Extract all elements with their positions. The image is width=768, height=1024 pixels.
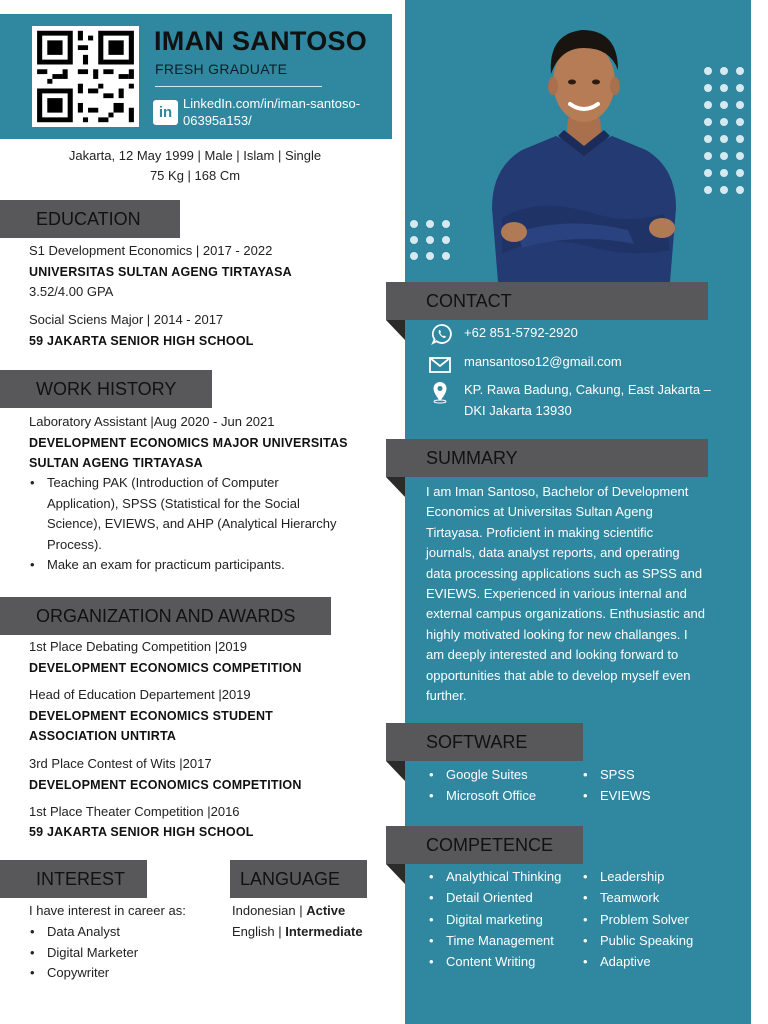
list-item: • Adaptive [582,951,693,972]
duty-line: Application), SPSS (Statistical for the Social [47,495,300,511]
decorative-dot [410,220,418,228]
language-name: English [232,924,275,939]
whatsapp-icon [430,322,454,346]
list-item: • Detail Oriented [428,887,561,908]
language-separator: | [274,924,286,939]
language-heading: LANGUAGE [230,860,367,898]
summary-line: EVIEWS. Experienced in various internal and [426,586,687,602]
language-level: Active [306,903,346,918]
decorative-dot [704,152,712,160]
contact-address-line-2: DKI Jakarta 13930 [464,403,572,418]
decorative-dots-right [704,67,744,194]
heading-fold [386,320,405,340]
list-item: • Digital marketing [428,909,561,930]
decorative-dot [736,84,744,92]
award-organization: DEVELOPMENT ECONOMICS STUDENT [29,709,274,723]
list-item: • Make an exam for practicum participants. [28,555,337,576]
decorative-dot [410,252,418,260]
language-item [232,903,345,918]
candidate-title: FRESH GRADUATE [155,61,288,77]
work-duties-list [28,473,337,576]
decorative-dot [704,118,712,126]
contact-phone[interactable]: +62 851-5792-2920 [464,325,578,340]
decorative-dot [704,101,712,109]
mail-icon [428,353,452,377]
award-title: 1st Place Debating Competition |2019 [29,639,248,654]
decorative-dot [736,118,744,126]
qr-code [32,26,139,127]
decorative-dot [442,220,450,228]
list-item: • SPSS [582,764,651,785]
decorative-dots-left [410,220,450,260]
list-item: • EVIEWS [582,785,651,806]
award-title: 3rd Place Contest of Wits |2017 [29,756,212,771]
software-list-col-1 [428,764,536,807]
decorative-dot [426,236,434,244]
decorative-dot [426,252,434,260]
list-item: • Google Suites [428,764,536,785]
decorative-dot [720,169,728,177]
decorative-dot [720,101,728,109]
education-heading: EDUCATION [0,200,180,238]
award-organization: DEVELOPMENT ECONOMICS COMPETITION [29,661,302,675]
qr-code-graphic [32,26,139,127]
decorative-dot [720,152,728,160]
summary-line: Tirtayasa. Proficient in making scientific [426,524,654,540]
education-degree-line: S1 Development Economics | 2017 - 2022 [29,243,273,258]
award-title: Head of Education Departement |2019 [29,687,251,702]
list-item: • Digital Marketer [28,943,138,964]
language-level: Intermediate [285,924,363,939]
linkedin-icon: in [153,100,178,125]
heading-fold [386,864,405,884]
decorative-dot [736,67,744,75]
summary-line: opportunities that able to develop myself even [426,667,691,683]
list-item: • Analythical Thinking [428,866,561,887]
language-separator: | [295,903,307,918]
award-title: 1st Place Theater Competition |2016 [29,804,240,819]
work-history-heading: WORK HISTORY [0,370,212,408]
list-item: • Public Speaking [582,930,693,951]
summary-line: data processing applications such as SPSS and [426,565,703,581]
contact-address-line-1: KP. Rawa Badung, Cakung, East Jakarta – [464,382,711,397]
list-item: • Copywriter [28,963,138,984]
personal-details-line-2: 75 Kg | 168 Cm [149,168,241,183]
list-item: • Teamwork [582,887,693,908]
decorative-dot [736,186,744,194]
decorative-dot [704,84,712,92]
award-organization-cont: ASSOCIATION UNTIRTA [29,729,177,743]
award-organization: 59 JAKARTA SENIOR HIGH SCHOOL [29,825,254,839]
decorative-dot [704,135,712,143]
heading-fold [386,477,405,497]
heading-fold [386,761,405,781]
decorative-dot [736,101,744,109]
list-item: • Data Analyst [28,922,138,943]
list-item: • Leadership [582,866,693,887]
education-highschool-name: 59 JAKARTA SENIOR HIGH SCHOOL [29,334,254,348]
duty-line: • Teaching PAK (Introduction of Computer [47,475,279,490]
decorative-dot [720,186,728,194]
contact-email[interactable]: mansantoso12@gmail.com [464,354,622,369]
contact-heading: CONTACT [386,282,708,320]
work-organization-line-2: SULTAN AGENG TIRTAYASA [29,456,203,470]
education-university: UNIVERSITAS SULTAN AGENG TIRTAYASA [29,265,292,279]
candidate-name: IMAN SANTOSO [154,26,368,56]
education-gpa: 3.52/4.00 GPA [29,284,114,299]
software-list-col-2 [582,764,651,807]
decorative-dot [736,135,744,143]
list-item: • Time Management [428,930,561,951]
decorative-dot [720,67,728,75]
award-organization: DEVELOPMENT ECONOMICS COMPETITION [29,778,302,792]
header-banner [0,14,392,139]
summary-line: Economics at Universitas Sultan Ageng [426,504,653,520]
duty-line: Process). [47,536,102,552]
competence-list-col-1 [428,866,561,972]
education-highschool-line: Social Sciens Major | 2014 - 2017 [29,312,224,327]
decorative-dot [442,236,450,244]
language-item [232,924,363,939]
personal-details-line-1: Jakarta, 12 May 1999 | Male | Islam | Single [68,148,322,163]
summary-line: journals, data analyst reports, and operating [426,545,680,561]
decorative-dot [720,135,728,143]
summary-line: further. [426,688,467,704]
work-role: Laboratory Assistant |Aug 2020 - Jun 2021 [29,414,275,429]
decorative-dot [426,220,434,228]
summary-text [426,482,742,706]
organization-heading: ORGANIZATION AND AWARDS [0,597,331,635]
list-item: • Content Writing [428,951,561,972]
decorative-dot [720,118,728,126]
location-pin-icon [428,380,452,404]
header-divider [155,86,322,87]
list-item: • Microsoft Office [428,785,536,806]
work-organization-line-1: DEVELOPMENT ECONOMICS MAJOR UNIVERSITAS [29,436,348,450]
decorative-dot [736,152,744,160]
list-item: • Problem Solver [582,909,693,930]
summary-line: am deeply interested and looking forward to [426,647,679,663]
summary-line: highly motivated looking for new challanges. I [426,626,688,642]
decorative-dot [704,186,712,194]
profile-photo [478,18,690,282]
summary-line: external campus organizations. Enthusiastic and [426,606,705,622]
decorative-dot [720,84,728,92]
interest-list [28,922,138,984]
decorative-dot [442,252,450,260]
competence-heading: COMPETENCE [386,826,583,864]
software-heading: SOFTWARE [386,723,583,761]
duty-line: Science), EVIEWS, and AHP (Analytical Hierarchy [47,516,337,531]
summary-heading: SUMMARY [386,439,708,477]
decorative-dot [736,169,744,177]
decorative-dot [704,67,712,75]
decorative-dot [704,169,712,177]
list-item [28,473,337,555]
decorative-dot [410,236,418,244]
language-name: Indonesian [232,903,296,918]
interest-intro: I have interest in career as: [29,903,186,918]
summary-line: I am Iman Santoso, Bachelor of Development [426,484,689,499]
competence-list-col-2 [582,866,693,972]
linkedin-link[interactable]: LinkedIn.com/in/iman-santoso-06395a153/ [183,96,361,128]
interest-heading: INTEREST [0,860,147,898]
